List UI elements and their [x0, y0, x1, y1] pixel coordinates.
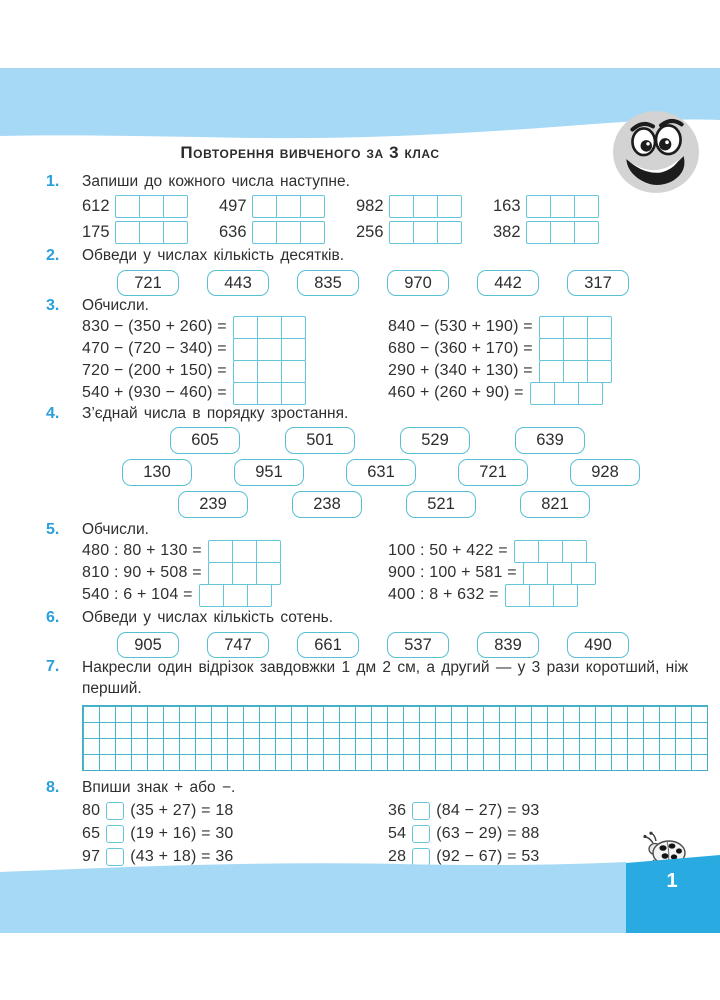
exercise-5-left-column [82, 540, 388, 606]
answer-cell[interactable] [258, 360, 282, 383]
expression: 680 − (360 + 170) = [388, 340, 533, 357]
answer-cell[interactable] [438, 221, 462, 244]
answer-cells [526, 195, 599, 218]
left-operand: 28 [388, 848, 407, 865]
number-box[interactable]: 490 [567, 632, 629, 658]
expression: (19 + 16) = 30 [130, 825, 234, 842]
left-operand: 65 [82, 825, 101, 842]
answer-cell[interactable] [140, 195, 164, 218]
sign-box[interactable] [106, 802, 124, 820]
answer-cell[interactable] [233, 562, 257, 585]
answer-cell[interactable] [252, 195, 277, 218]
expression: 400 : 8 + 632 = [388, 586, 499, 603]
answer-cell[interactable] [252, 221, 277, 244]
expression: 810 : 90 + 508 = [82, 564, 202, 581]
number-box[interactable]: 835 [297, 270, 359, 296]
answer-cells [252, 195, 325, 218]
exercise-5 [46, 520, 700, 606]
exercise-2-number: 2. [46, 247, 60, 264]
given-number: 163 [493, 197, 521, 215]
answer-cells [514, 540, 587, 563]
answer-cells [539, 360, 612, 383]
number-box[interactable]: 529 [400, 427, 470, 454]
answer-cell[interactable] [282, 382, 306, 405]
expression: 840 − (530 + 190) = [388, 318, 533, 335]
number-box[interactable]: 747 [207, 632, 269, 658]
exercise-4-row-1 [170, 427, 700, 454]
exercise-3-number: 3. [46, 297, 60, 314]
answer-cell[interactable] [575, 221, 599, 244]
exercise-1-row-2 [82, 221, 700, 244]
answer-cell[interactable] [389, 195, 414, 218]
answer-cell[interactable] [438, 195, 462, 218]
exercise-1-instruction: Запиши до кожного числа наступне. [82, 173, 350, 190]
number-box[interactable]: 661 [297, 632, 359, 658]
answer-cell[interactable] [277, 221, 301, 244]
sign-box[interactable] [412, 825, 430, 843]
answer-cell[interactable] [208, 540, 233, 563]
answer-cell[interactable] [115, 195, 140, 218]
answer-cells [115, 221, 188, 244]
exercise-4-instruction: З’єднай числа в порядку зростання. [82, 405, 349, 422]
answer-cell[interactable] [588, 338, 612, 361]
answer-cells [233, 316, 306, 339]
exercise-6-instruction: Обведи у числах кількість сотень. [82, 609, 334, 626]
footer-wave-band [0, 852, 720, 933]
exercise-7-instruction: Накресли один відрізок завдовжки 1 дм 2 см, а другий — у 3 рази коротший, ніж перший. [82, 659, 689, 697]
answer-cell[interactable] [539, 338, 564, 361]
given-number: 382 [493, 223, 521, 241]
number-box[interactable]: 928 [570, 459, 640, 486]
answer-cells [389, 221, 462, 244]
exercise-2-numbers [82, 270, 700, 296]
exercise-8-instruction: Впиши знак + або −. [82, 779, 236, 796]
expression: 290 + (340 + 130) = [388, 362, 533, 379]
given-number: 497 [219, 197, 247, 215]
number-box[interactable]: 631 [346, 459, 416, 486]
answer-cell[interactable] [572, 562, 596, 585]
exercise-5-right-column [388, 540, 700, 606]
answer-cells [389, 195, 462, 218]
answer-cell[interactable] [282, 338, 306, 361]
expression: 480 : 80 + 130 = [82, 542, 202, 559]
answer-cell[interactable] [539, 360, 564, 383]
exercise-4-row-2 [122, 459, 700, 486]
page-number: 1 [666, 870, 678, 892]
exercise-2-instruction: Обведи у числах кількість десятків. [82, 247, 345, 264]
expression: 540 + (930 − 460) = [82, 384, 227, 401]
answer-cell[interactable] [115, 221, 140, 244]
given-number: 175 [82, 223, 110, 241]
number-box[interactable]: 442 [477, 270, 539, 296]
expression: (43 + 18) = 36 [130, 848, 234, 865]
answer-cell[interactable] [548, 562, 572, 585]
answer-cells [530, 382, 603, 405]
answer-cell[interactable] [526, 221, 551, 244]
exercise-7-number: 7. [46, 658, 60, 675]
number-box[interactable]: 951 [234, 459, 304, 486]
answer-cells [539, 338, 612, 361]
number-box[interactable]: 839 [477, 632, 539, 658]
number-box[interactable]: 443 [207, 270, 269, 296]
number-box[interactable]: 317 [567, 270, 629, 296]
answer-cell[interactable] [555, 382, 579, 405]
answer-cell[interactable] [208, 562, 233, 585]
answer-cells [233, 382, 306, 405]
answer-cell[interactable] [282, 316, 306, 339]
answer-cell[interactable] [301, 221, 325, 244]
expression: (35 + 27) = 18 [130, 802, 234, 819]
exercise-3-left-column [82, 316, 388, 404]
answer-cell[interactable] [554, 584, 578, 607]
answer-cell[interactable] [248, 584, 272, 607]
exercise-4 [46, 404, 700, 523]
drawing-grid[interactable] [82, 705, 708, 771]
given-number: 982 [356, 197, 384, 215]
expression: 100 : 50 + 422 = [388, 542, 508, 559]
answer-cell[interactable] [564, 338, 588, 361]
exercise-5-instruction: Обчисли. [82, 521, 149, 538]
answer-cell[interactable] [233, 382, 258, 405]
number-box[interactable]: 605 [170, 427, 240, 454]
answer-cell[interactable] [551, 195, 575, 218]
answer-cell[interactable] [258, 338, 282, 361]
answer-cell[interactable] [539, 540, 563, 563]
expression: 720 − (200 + 150) = [82, 362, 227, 379]
exercise-6-number: 6. [46, 609, 60, 626]
answer-cells [526, 221, 599, 244]
answer-cells [252, 221, 325, 244]
number-box[interactable]: 537 [387, 632, 449, 658]
exercise-4-number: 4. [46, 405, 60, 422]
answer-cells [233, 338, 306, 361]
answer-cell[interactable] [257, 540, 281, 563]
answer-cells [233, 360, 306, 383]
answer-cell[interactable] [564, 316, 588, 339]
expression: (92 − 67) = 53 [436, 848, 540, 865]
answer-cells [208, 562, 281, 585]
expression: 470 − (720 − 340) = [82, 340, 227, 357]
expression: 540 : 6 + 104 = [82, 586, 193, 603]
exercise-3-right-column [388, 316, 700, 404]
exercise-3-instruction: Обчисли. [82, 297, 149, 314]
number-box[interactable]: 905 [117, 632, 179, 658]
expression: 830 − (350 + 260) = [82, 318, 227, 335]
exercise-3 [46, 296, 700, 404]
answer-cell[interactable] [258, 316, 282, 339]
answer-cell[interactable] [389, 221, 414, 244]
left-operand: 97 [82, 848, 101, 865]
exercise-1-number: 1. [46, 173, 60, 190]
number-box[interactable]: 521 [406, 491, 476, 518]
answer-cell[interactable] [282, 360, 306, 383]
answer-cell[interactable] [505, 584, 530, 607]
number-box[interactable]: 721 [458, 459, 528, 486]
exercise-8-number: 8. [46, 779, 60, 796]
answer-cell[interactable] [539, 316, 564, 339]
answer-cell[interactable] [301, 195, 325, 218]
exercise-6 [46, 608, 700, 658]
answer-cell[interactable] [579, 382, 603, 405]
answer-cells [208, 540, 281, 563]
answer-cell[interactable] [257, 562, 281, 585]
exercise-7 [46, 657, 700, 771]
answer-cells [199, 584, 272, 607]
sign-box[interactable] [412, 802, 430, 820]
answer-cell[interactable] [530, 584, 554, 607]
number-box[interactable]: 970 [387, 270, 449, 296]
answer-cell[interactable] [526, 195, 551, 218]
answer-cell[interactable] [277, 195, 301, 218]
number-box[interactable]: 639 [515, 427, 585, 454]
number-box[interactable]: 821 [520, 491, 590, 518]
answer-cells [115, 195, 188, 218]
answer-cell[interactable] [233, 316, 258, 339]
left-operand: 80 [82, 802, 101, 819]
given-number: 256 [356, 223, 384, 241]
answer-cell[interactable] [551, 221, 575, 244]
expression: 460 + (260 + 90) = [388, 384, 524, 401]
exercise-1 [46, 172, 700, 244]
answer-cell[interactable] [564, 360, 588, 383]
exercise-1-row-1 [82, 195, 700, 218]
answer-cell[interactable] [588, 360, 612, 383]
number-box[interactable]: 130 [122, 459, 192, 486]
left-operand: 36 [388, 802, 407, 819]
expression: (84 − 27) = 93 [436, 802, 540, 819]
answer-cell[interactable] [164, 221, 188, 244]
answer-cell[interactable] [575, 195, 599, 218]
answer-cell[interactable] [140, 221, 164, 244]
exercise-6-numbers [82, 632, 700, 658]
given-number: 612 [82, 197, 110, 215]
answer-cell[interactable] [523, 562, 548, 585]
exercise-4-row-3 [178, 491, 700, 518]
answer-cell[interactable] [224, 584, 248, 607]
answer-cell[interactable] [563, 540, 587, 563]
answer-cell[interactable] [233, 360, 258, 383]
answer-cell[interactable] [514, 540, 539, 563]
number-box[interactable]: 721 [117, 270, 179, 296]
answer-cell[interactable] [414, 221, 438, 244]
answer-cells [539, 316, 612, 339]
answer-cell[interactable] [199, 584, 224, 607]
exercise-2 [46, 246, 700, 296]
answer-cell[interactable] [414, 195, 438, 218]
sign-box[interactable] [106, 825, 124, 843]
answer-cell[interactable] [233, 338, 258, 361]
given-number: 636 [219, 223, 247, 241]
number-box[interactable]: 239 [178, 491, 248, 518]
answer-cells [523, 562, 596, 585]
answer-cell[interactable] [588, 316, 612, 339]
left-operand: 54 [388, 825, 407, 842]
answer-cell[interactable] [164, 195, 188, 218]
number-box[interactable]: 238 [292, 491, 362, 518]
answer-cell[interactable] [258, 382, 282, 405]
answer-cells [505, 584, 578, 607]
exercise-5-number: 5. [46, 521, 60, 538]
expression: (63 − 29) = 88 [436, 825, 540, 842]
answer-cell[interactable] [530, 382, 555, 405]
expression: 900 : 100 + 581 = [388, 564, 517, 581]
answer-cell[interactable] [233, 540, 257, 563]
number-box[interactable]: 501 [285, 427, 355, 454]
page-title: Повторення вивченого за 3 клас [180, 143, 440, 162]
